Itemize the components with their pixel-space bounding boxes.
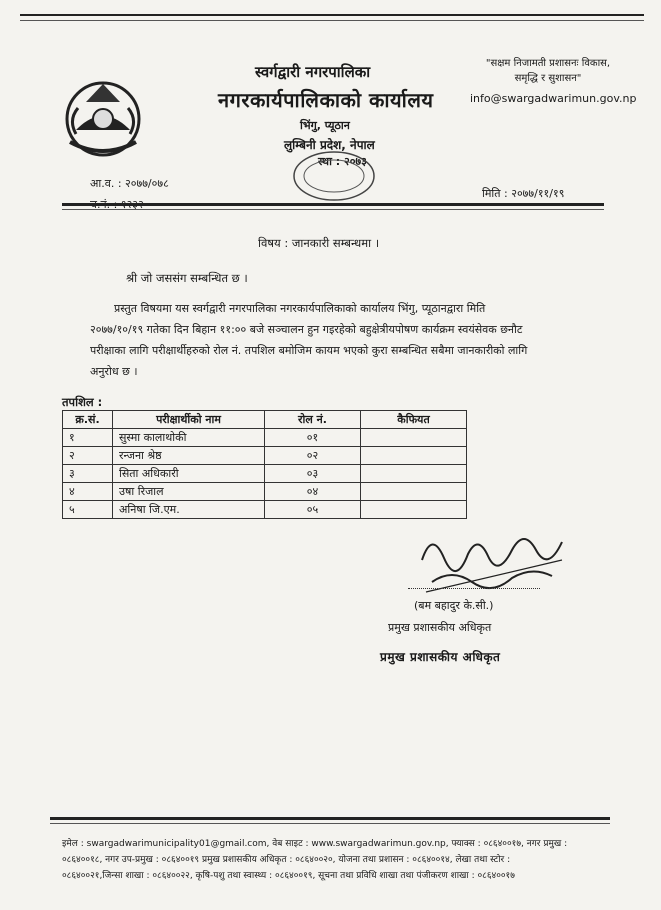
office-stamp-icon — [288, 146, 380, 206]
cell-roll: ०३ — [265, 465, 361, 483]
cell-sn: २ — [63, 447, 113, 465]
cell-roll: ०२ — [265, 447, 361, 465]
table-row — [63, 483, 467, 501]
cell-name: सुस्मा कालाथोकी — [113, 429, 265, 447]
footer-line-1: इमेल : swargadwarimunicipality01@gmail.com, वेब साइट : www.swargadwarimun.gov.np, फ्याक्स : ०८६४००१७, नगर प्रमुख : — [62, 839, 568, 849]
footer-line-3: ०८६४००२१,जिन्सा शाखा : ०८६४००२२, कृषि-पशु तथा स्वास्थ्य : ०८६४००१९, सूचना तथा प्रविधि शाखा तथा पंजीकरण शाखा : ०८६४००१७ — [62, 871, 515, 882]
body-line-1: प्रस्तुत विषयमा यस स्वर्गद्वारी नगरपालिका नगरकार्यपालिकाको कार्यालय भिंगु, प्यूठानद्वारा मिति — [114, 302, 486, 315]
header-sn: क्र.सं. — [63, 411, 113, 429]
body-line-4: अनुरोध छ । — [90, 364, 138, 378]
top-rule-thin — [20, 20, 644, 21]
table-header-row — [63, 411, 467, 429]
body-line-2: २०७७/१०/१९ गतेका दिन बिहान ११:०० बजे सञ्चालन हुन गइरहेको बहुक्षेत्रीयपोषण कार्यक्रम स्वयंसेवक छनौट — [90, 322, 523, 336]
cell-sn: ३ — [63, 465, 113, 483]
cell-remark — [361, 465, 467, 483]
cell-roll: ०५ — [265, 501, 361, 519]
cell-roll: ०१ — [265, 429, 361, 447]
top-rule — [20, 14, 644, 16]
letter-salutation: श्री जो जससंग सम्बन्धित छ । — [126, 271, 248, 285]
footer-rule — [50, 817, 610, 820]
slogan — [468, 56, 628, 86]
cell-remark — [361, 429, 467, 447]
municipality-name: स्वर्गद्वारी नगरपालिका — [255, 63, 371, 81]
cell-sn: १ — [63, 429, 113, 447]
footer-contacts — [62, 836, 644, 885]
cell-sn: ४ — [63, 483, 113, 501]
cell-name: उषा रिजाल — [113, 483, 265, 501]
address-line-1: भिंगु, प्यूठान — [300, 119, 350, 132]
letter-body — [90, 299, 598, 383]
body-line-3: परीक्षाका लागि परीक्षार्थीहरुको रोल नं. तपशिल बमोजिम कायम भएको कुरा सम्बन्धित सबैमा जानकारीको लागि — [90, 343, 528, 357]
signatory-name: (बम बहादुर के.सी.) — [414, 599, 494, 612]
table-row — [63, 447, 467, 465]
header-name: परीक्षार्थीको नाम — [113, 411, 265, 429]
header-rule — [62, 203, 604, 206]
address-line-2: लुम्बिनी प्रदेश, नेपाल — [284, 138, 375, 152]
cell-roll: ०४ — [265, 483, 361, 501]
signature-icon — [412, 520, 572, 598]
signature-line — [408, 588, 540, 589]
table-label: तपशिल : — [62, 395, 103, 409]
signatory-title: प्रमुख प्रशासकीय अधिकृत — [388, 621, 492, 634]
office-email: info@swargadwarimun.gov.np — [470, 92, 637, 105]
slogan-line-1: "सक्षम निजामती प्रशासनः विकास, — [485, 58, 611, 69]
office-name: नगरकार्यपालिकाको कार्यालय — [218, 88, 434, 112]
cell-name: सिता अधिकारी — [113, 465, 265, 483]
fiscal-year: आ.व. : २०७७/०७८ — [90, 177, 169, 190]
cell-sn: ५ — [63, 501, 113, 519]
candidate-table — [62, 410, 467, 519]
established-year: स्था : २०७३ — [318, 155, 367, 168]
nepal-emblem-icon — [58, 72, 148, 162]
cell-remark — [361, 447, 467, 465]
signatory-stamp: प्रमुख प्रशासकीय अधिकृत — [380, 650, 501, 664]
footer-line-2: ०८६४००१८, नगर उप-प्रमुख : ०८६४००१९ प्रमुख प्रशासकीय अधिकृत : ०८६४००२०, योजना तथा प्रशासन : ०८६४००१४, लेखा तथा स्टोर : — [62, 855, 511, 866]
table-row — [63, 465, 467, 483]
letter-subject: विषय : जानकारी सम्बन्धमा । — [258, 236, 380, 250]
header-rule-thin — [62, 209, 604, 210]
letter-date: मिति : २०७७/११/१९ — [482, 187, 565, 200]
cell-remark — [361, 483, 467, 501]
header-remark: कैफियत — [361, 411, 467, 429]
dispatch-number: च.नं. : १२३२ — [90, 197, 144, 211]
header-roll: रोल नं. — [265, 411, 361, 429]
footer-rule-thin — [50, 823, 610, 824]
table-row — [63, 429, 467, 447]
cell-name: अनिषा जि.एम. — [113, 501, 265, 519]
cell-name: रन्जना श्रेष्ठ — [113, 447, 265, 465]
table-row — [63, 501, 467, 519]
slogan-line-2: समृद्धि र सुशासन" — [514, 73, 582, 84]
cell-remark — [361, 501, 467, 519]
